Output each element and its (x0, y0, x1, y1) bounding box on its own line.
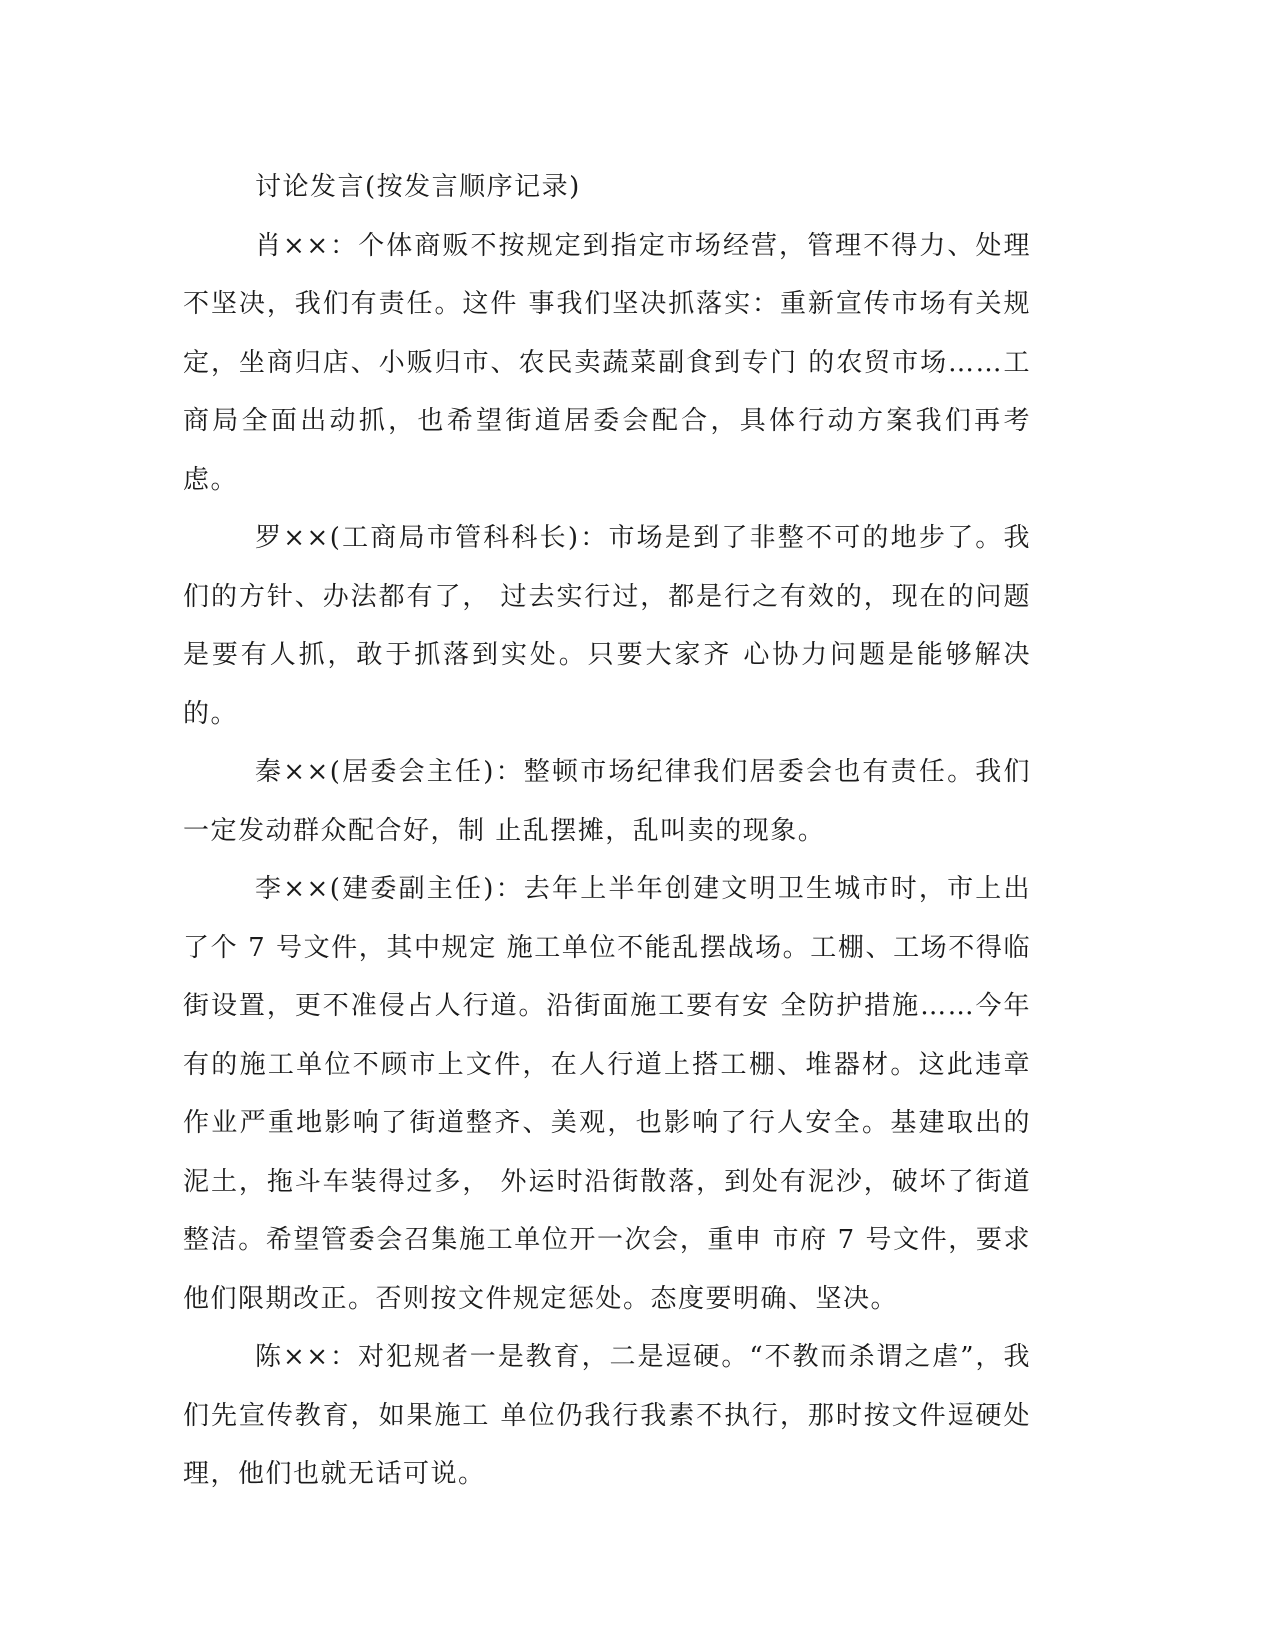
speech-paragraph-li: 李××(建委副主任)：去年上半年创建文明卫生城市时，市上出了个 7 号文件，其中规定 施工单位不能乱摆战场。工棚、工场不得临街设置，更不准侵占人行道。沿街面施工要有安 全防护措施……今年有的施工单位不顾市上文件，在人行道上搭工棚、堆器材。这此违章作业严重地影响了街道整齐、美观，也影响了行人安全。基建取出的泥土，拖斗车装得过多， 外运时沿街散落，到处有泥沙，破坏了街道整洁。希望管委会召集施工单位开一次会，重申 市府 7 号文件，要求他们限期改正。否则按文件规定惩处。态度要明确、坚决。 (183, 874, 1031, 1314)
document-body (183, 158, 1031, 1504)
speech-paragraph-xiao: 肖××：个体商贩不按规定到指定市场经营，管理不得力、处理不坚决，我们有责任。这件 事我们坚决抓落实：重新宣传市场有关规定，坐商归店、小贩归市、农民卖蔬菜副食到专门 的农贸市场……工商局全面出动抓，也希望街道居委会配合，具体行动方案我们再考虑。 (183, 230, 1031, 495)
speech-paragraph-chen: 陈××：对犯规者一是教育，二是逗硬。“不教而杀谓之虐”，我们先宣传教育，如果施工 单位仍我行我素不执行，那时按文件逗硬处理，他们也就无话可说。 (183, 1342, 1031, 1489)
speech-paragraph-qin: 秦××(居委会主任)：整顿市场纪律我们居委会也有责任。我们一定发动群众配合好，制 止乱摆摊，乱叫卖的现象。 (183, 757, 1031, 846)
speech-paragraph-luo: 罗××(工商局市管科科长)：市场是到了非整不可的地步了。我们的方针、办法都有了， 过去实行过，都是行之有效的，现在的问题是要有人抓，敢于抓落到实处。只要大家齐 心协力问题是能够解决的。 (183, 523, 1031, 729)
section-heading: 讨论发言(按发言顺序记录) (255, 172, 581, 202)
